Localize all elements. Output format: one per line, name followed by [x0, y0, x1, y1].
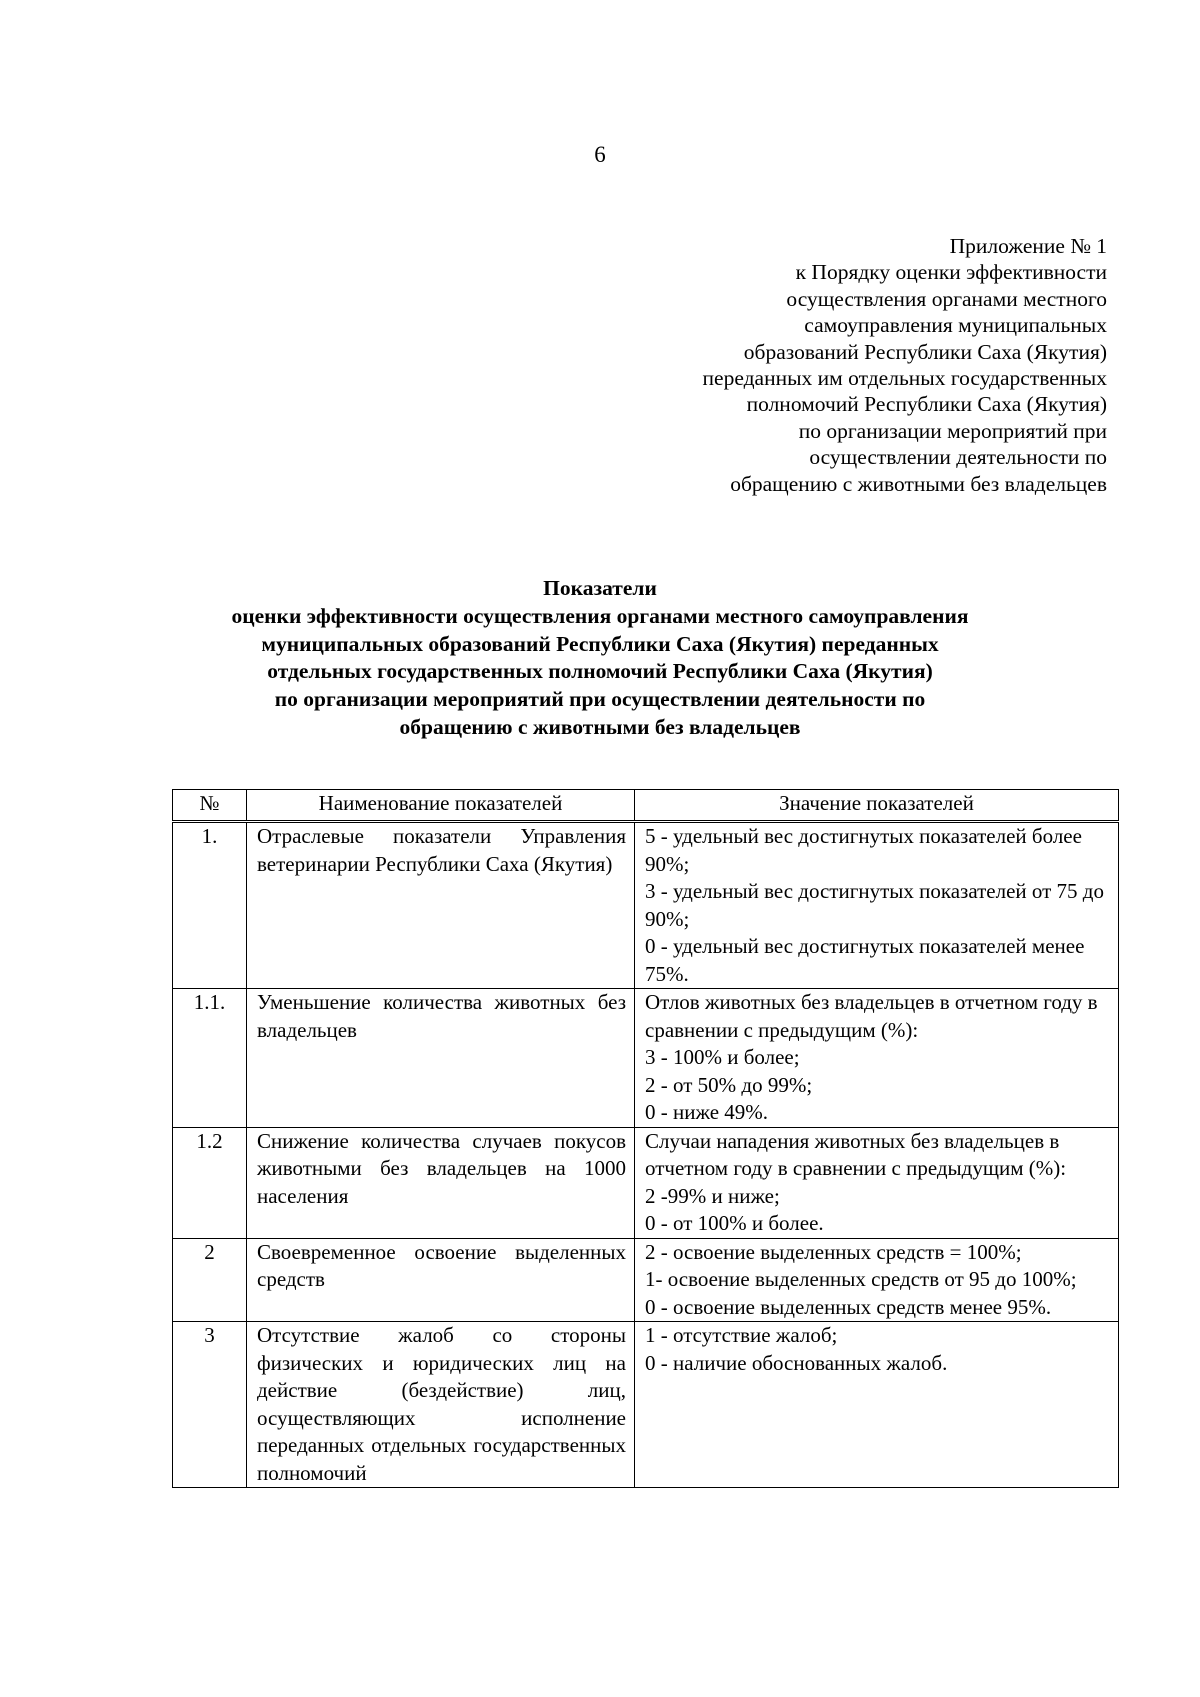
value-line: 0 - ниже 49%. — [645, 1100, 769, 1124]
indicator-name: Снижение количества случаев покусов животными без владельцев на 1000 населения — [247, 1127, 635, 1238]
page-number: 6 — [594, 142, 606, 167]
indicators-table — [172, 789, 1119, 1488]
title-line: Показатели — [543, 576, 657, 600]
table-row — [173, 1238, 1119, 1322]
title-line: оценки эффективности осуществления органами местного самоуправления — [231, 603, 969, 628]
value-line: 0 - освоение выделенных средств менее 95%. — [645, 1294, 1052, 1319]
value-line: 5 - удельный вес достигнутых показателей более 90%; — [645, 824, 1082, 876]
value-line: 2 - от 50% до 99%; — [645, 1072, 813, 1097]
indicator-value — [635, 1322, 1119, 1488]
value-line: Отлов животных без владельцев в отчетном году в сравнении с предыдущим (%): — [645, 990, 1098, 1042]
value-line: 3 - 100% и более; — [645, 1045, 800, 1069]
table-row — [173, 1322, 1119, 1488]
header-number: № — [173, 790, 247, 822]
title-line: по организации мероприятий при осуществлении деятельности по — [274, 687, 926, 712]
appendix-reference — [703, 233, 1107, 497]
value-line: 2 - освоение выделенных средств = 100%; — [645, 1239, 1022, 1264]
appendix-line: Приложение № 1 — [949, 234, 1107, 258]
indicator-name: Уменьшение количества животных без владельцев — [247, 989, 635, 1128]
indicator-name: Отраслевые показатели Управления ветеринарии Республики Саха (Якутия) — [247, 822, 635, 989]
value-line: 1- освоение выделенных средств от 95 до 100%; — [645, 1267, 1077, 1291]
document-title — [150, 575, 1050, 742]
title-line: отдельных государственных полномочий Республики Саха (Якутия) — [267, 659, 933, 684]
appendix-line: образований Республики Саха (Якутия) — [743, 339, 1107, 364]
header-indicator-name: Наименование показателей — [247, 790, 635, 822]
indicator-name: Отсутствие жалоб со стороны физических и юридических лиц на действие (бездействие) лиц, осуществляющих исполнение переданных отдельных государственных полномочий — [247, 1322, 635, 1488]
value-line: 2 -99% и ниже; — [645, 1183, 780, 1208]
appendix-line: к Порядку оценки эффективности — [795, 260, 1107, 285]
appendix-line: самоуправления муниципальных — [804, 313, 1107, 338]
value-line: 0 - от 100% и более. — [645, 1211, 824, 1235]
row-number: 2 — [173, 1238, 247, 1322]
row-number: 1.1. — [173, 989, 247, 1128]
appendix-line: обращению с животными без владельцев — [730, 471, 1107, 496]
appendix-line: осуществлении деятельности по — [809, 445, 1107, 470]
indicator-value — [635, 989, 1119, 1128]
indicator-value — [635, 1238, 1119, 1322]
row-number: 3 — [173, 1322, 247, 1488]
appendix-line: переданных им отдельных государственных — [702, 366, 1107, 391]
value-line: 0 - наличие обоснованных жалоб. — [645, 1350, 948, 1375]
title-line: обращению с животными без владельцев — [399, 714, 801, 739]
value-line: 0 - удельный вес достигнутых показателей менее 75%. — [645, 934, 1085, 986]
title-line: муниципальных образований Республики Саха (Якутия) переданных — [261, 631, 939, 656]
header-indicator-value: Значение показателей — [635, 790, 1119, 822]
table-header-row — [173, 790, 1119, 822]
value-line: Случаи нападения животных без владельцев в отчетном году в сравнении с предыдущим (%): — [645, 1128, 1067, 1180]
appendix-line: по организации мероприятий при — [798, 418, 1107, 443]
indicator-value — [635, 822, 1119, 989]
value-line: 1 - отсутствие жалоб; — [645, 1323, 838, 1347]
appendix-line: полномочий Республики Саха (Якутия) — [746, 392, 1107, 417]
table-row — [173, 1127, 1119, 1238]
value-line: 3 - удельный вес достигнутых показателей от 75 до 90%; — [645, 879, 1104, 931]
table-row — [173, 822, 1119, 989]
row-number: 1.2 — [173, 1127, 247, 1238]
row-number: 1. — [173, 822, 247, 989]
appendix-line: осуществления органами местного — [786, 286, 1107, 311]
indicator-name: Своевременное освоение выделенных средств — [247, 1238, 635, 1322]
table-row — [173, 989, 1119, 1128]
indicator-value — [635, 1127, 1119, 1238]
